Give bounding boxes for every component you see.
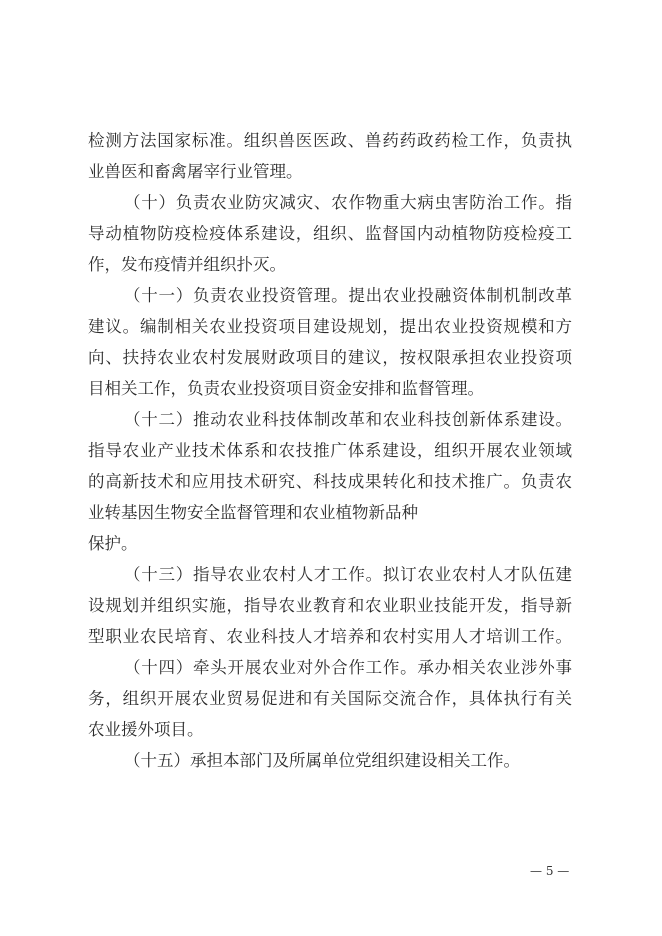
text-line: 导动植物防疫检疫体系建设，组织、监督国内动植物防疫检疫工: [88, 224, 572, 243]
text-line: 作，发布疫情并组织扑灭。: [88, 255, 286, 274]
paragraph-item-13: [88, 559, 572, 652]
page-number: — 5 —: [530, 864, 570, 878]
text-line: （十）负责农业防灾减灾、农作物重大病虫害防治工作。指: [124, 193, 572, 212]
text-line: 业兽医和畜禽屠宰行业管理。: [88, 162, 303, 181]
paragraph-item-12: [88, 404, 572, 559]
text-line: 农业援外项目。: [88, 720, 204, 739]
text-line: （十三）指导农业农村人才工作。拟订农业农村人才队伍建: [124, 565, 572, 584]
text-line: 向、扶持农业农村发展财政项目的建议，按权限承担农业投资项: [88, 348, 572, 367]
document-body: [88, 125, 572, 776]
text-line: （十一）负责农业投资管理。提出农业投融资体制机制改革: [124, 286, 572, 305]
paragraph-item-15: [88, 745, 572, 776]
text-line: 务，组织开展农业贸易促进和有关国际交流合作，具体执行有关: [88, 689, 572, 708]
text-line: （十四）牵头开展农业对外合作工作。承办相关农业涉外事: [124, 658, 572, 677]
text-line: 业转基因生物安全监督管理和农业植物新品种: [88, 503, 418, 522]
text-line: 保护。: [88, 534, 138, 553]
text-line: 检测方法国家标准。组织兽医医政、兽药药政药检工作，负责执: [88, 131, 572, 150]
paragraph-continued: [88, 125, 572, 187]
text-line: 设规划并组织实施，指导农业教育和农业职业技能开发，指导新: [88, 596, 572, 615]
text-line: 指导农业产业技术体系和农技推广体系建设，组织开展农业领域: [88, 441, 572, 460]
text-line: 目相关工作，负责农业投资项目资金安排和监督管理。: [88, 379, 484, 398]
paragraph-item-14: [88, 652, 572, 745]
paragraph-item-10: [88, 187, 572, 280]
text-line: （十五）承担本部门及所属单位党组织建设相关工作。: [124, 751, 520, 770]
text-line: 的高新技术和应用技术研究、科技成果转化和技术推广。负责农: [88, 472, 572, 491]
text-line: 建议。编制相关农业投资项目建设规划，提出农业投资规模和方: [88, 317, 572, 336]
paragraph-item-11: [88, 280, 572, 404]
text-line: （十二）推动农业科技体制改革和农业科技创新体系建设。: [124, 410, 572, 429]
text-line: 型职业农民培育、农业科技人才培养和农村实用人才培训工作。: [88, 627, 572, 646]
